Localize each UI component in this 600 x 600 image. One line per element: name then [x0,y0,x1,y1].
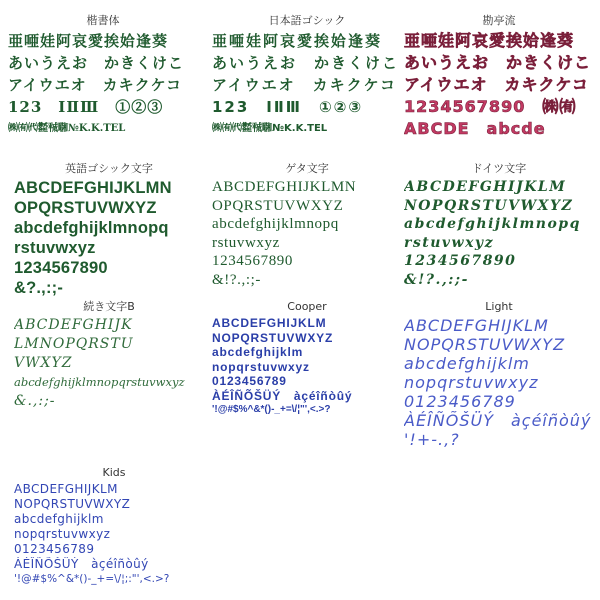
sample-line: 亜唖娃阿哀愛挨姶逢葵 [212,32,383,50]
font-sample-english-gothic [14,162,204,298]
font-sample-light [404,300,594,449]
sample-text-block [404,178,594,289]
sample-line: OPQRSTUVWXYZ [14,199,157,217]
sample-line: あいうえお かきくけこ [212,54,400,72]
sample-line: ÀÉÎÑÕŠÜÝ àçéîñòûý [212,388,353,403]
sample-line: '!@#$%^&*()-_+=\/¦"',<.>? [212,404,331,415]
sample-line: rstuvwxyz [404,234,495,251]
font-title: ドイツ文字 [471,162,527,175]
sample-line: rstuvwxyz [212,234,280,251]
sample-line: あいうえお かきくけこ [8,54,185,72]
font-sample-kids [14,466,214,587]
sample-line: ABCDEFGHIJKLM [212,316,327,330]
sample-line: アイウエオ カキクケコ [404,75,589,94]
font-sample-kanteiryu [404,14,594,140]
sample-text-block [14,178,204,298]
sample-line: 0123456789 [212,374,287,388]
sample-line: '!+-.,? [404,430,460,449]
font-title: 続き文字B [83,300,135,313]
sample-line: abcdefghijklmnopqrstuvwxyz [14,375,185,389]
font-sample-jp-gothic [212,14,402,140]
sample-line: 123 ⅠⅡⅢ ①②③ [8,98,164,116]
font-sample-script-b [14,300,204,411]
sample-line: abcdefghijklmnopq [14,219,169,237]
font-sample-cooper [212,300,402,418]
sample-text-block [404,316,594,449]
sample-line: abcdefghijklm [14,512,104,526]
sample-line: 1234567890 ㈱㈲ [404,97,577,116]
sample-line: 0123456789 [14,542,95,556]
sample-text-block [212,30,402,140]
font-sample-german [404,162,594,289]
sample-line: 1234567890 [404,253,517,269]
sample-line: ABCDE abcde [404,119,546,138]
sample-line: OPQRSTUVWXYZ [212,197,344,214]
sample-line: '!@#$%^&*()-_+=\/¦;:"',<.>? [14,573,170,585]
font-title: 英語ゴシック文字 [65,162,153,175]
font-title: Light [485,300,513,313]
sample-line: 亜唖娃阿哀愛挨姶逢葵 [404,31,575,50]
sample-line: NOPQRSTUVWXYZ [212,330,334,345]
sample-line: ABCDEFGHIJKLM [14,482,118,496]
sample-text-block [14,482,214,587]
sample-line: ÀÉÎÑÕŠÜÝ àçéîñòûý [404,411,592,430]
sample-line: 1234567890 [212,253,293,269]
font-title: ゲタ文字 [285,162,329,175]
sample-line: nopqrstuvwxyz [212,359,310,374]
font-title: 勘亭流 [482,14,516,27]
sample-line: &.,:;- [14,393,56,409]
sample-text-block [212,178,402,289]
sample-line: 123 ⅠⅡⅢ ①②③ [212,98,364,116]
font-sample-geta [212,162,402,289]
sample-line: &!?.,:;- [404,271,469,288]
sample-text-block [14,316,204,411]
sample-line: ABCDEFGHIJKLM [404,179,567,195]
sample-line: abcdefghijklmnopq [212,216,339,232]
sample-line: abcdefghijklm [404,354,530,373]
sample-line: nopqrstuvwxyz [14,527,111,541]
sample-line: ABCDEFGHIJKLMN [14,179,172,197]
sample-line: &?.,:;- [14,279,64,297]
sample-line: ÀÉÎÑÕŠÜÝ àçéîñòûý [14,557,149,571]
sample-line: NOPQRSTUVWXYZ [404,197,574,214]
sample-line: ABCDEFGHIJKLMN [212,179,357,195]
sample-line: アイウエオ カキクケコ [8,76,183,94]
sample-line: 1234567890 [14,259,108,277]
sample-text-block [8,30,198,140]
font-title: 楷書体 [86,14,120,27]
sample-line: rstuvwxyz [14,239,96,257]
sample-line: ㈱㈲㈹㍿㍻㍼№K.K.TEL [8,123,126,134]
sample-line: あいうえお かきくけこ [404,53,592,72]
sample-line: &!?.,:;- [212,271,261,288]
sample-line: abcdefghijklm [212,345,304,359]
sample-line: ㈱㈲㈹㍿㍻㍼№K.K.TEL [212,123,328,134]
font-title: Cooper [287,300,327,313]
sample-line: ABCDEFGHIJKLM [404,316,549,335]
sample-text-block [404,30,594,140]
font-title: Kids [102,466,126,479]
sample-line: アイウエオ カキクケコ [212,76,398,94]
sample-text-block [212,316,402,418]
sample-line: 亜唖娃阿哀愛挨姶逢葵 [8,32,169,50]
sample-line: NOPQRSTUVWXYZ [404,335,566,354]
font-sample-kaisho [8,14,198,140]
font-title: 日本語ゴシック [268,14,346,27]
sample-line: NOPQRSTUVWXYZ [14,497,131,511]
sample-line: LMNOPQRSTU [14,336,134,352]
sample-line: abcdefghijklmnopq [404,216,581,232]
sample-line: 0123456789 [404,392,516,411]
sample-line: ABCDEFGHIJK [14,317,133,333]
sample-line: nopqrstuvwxyz [404,373,539,392]
sample-line: VWXYZ [14,355,73,371]
